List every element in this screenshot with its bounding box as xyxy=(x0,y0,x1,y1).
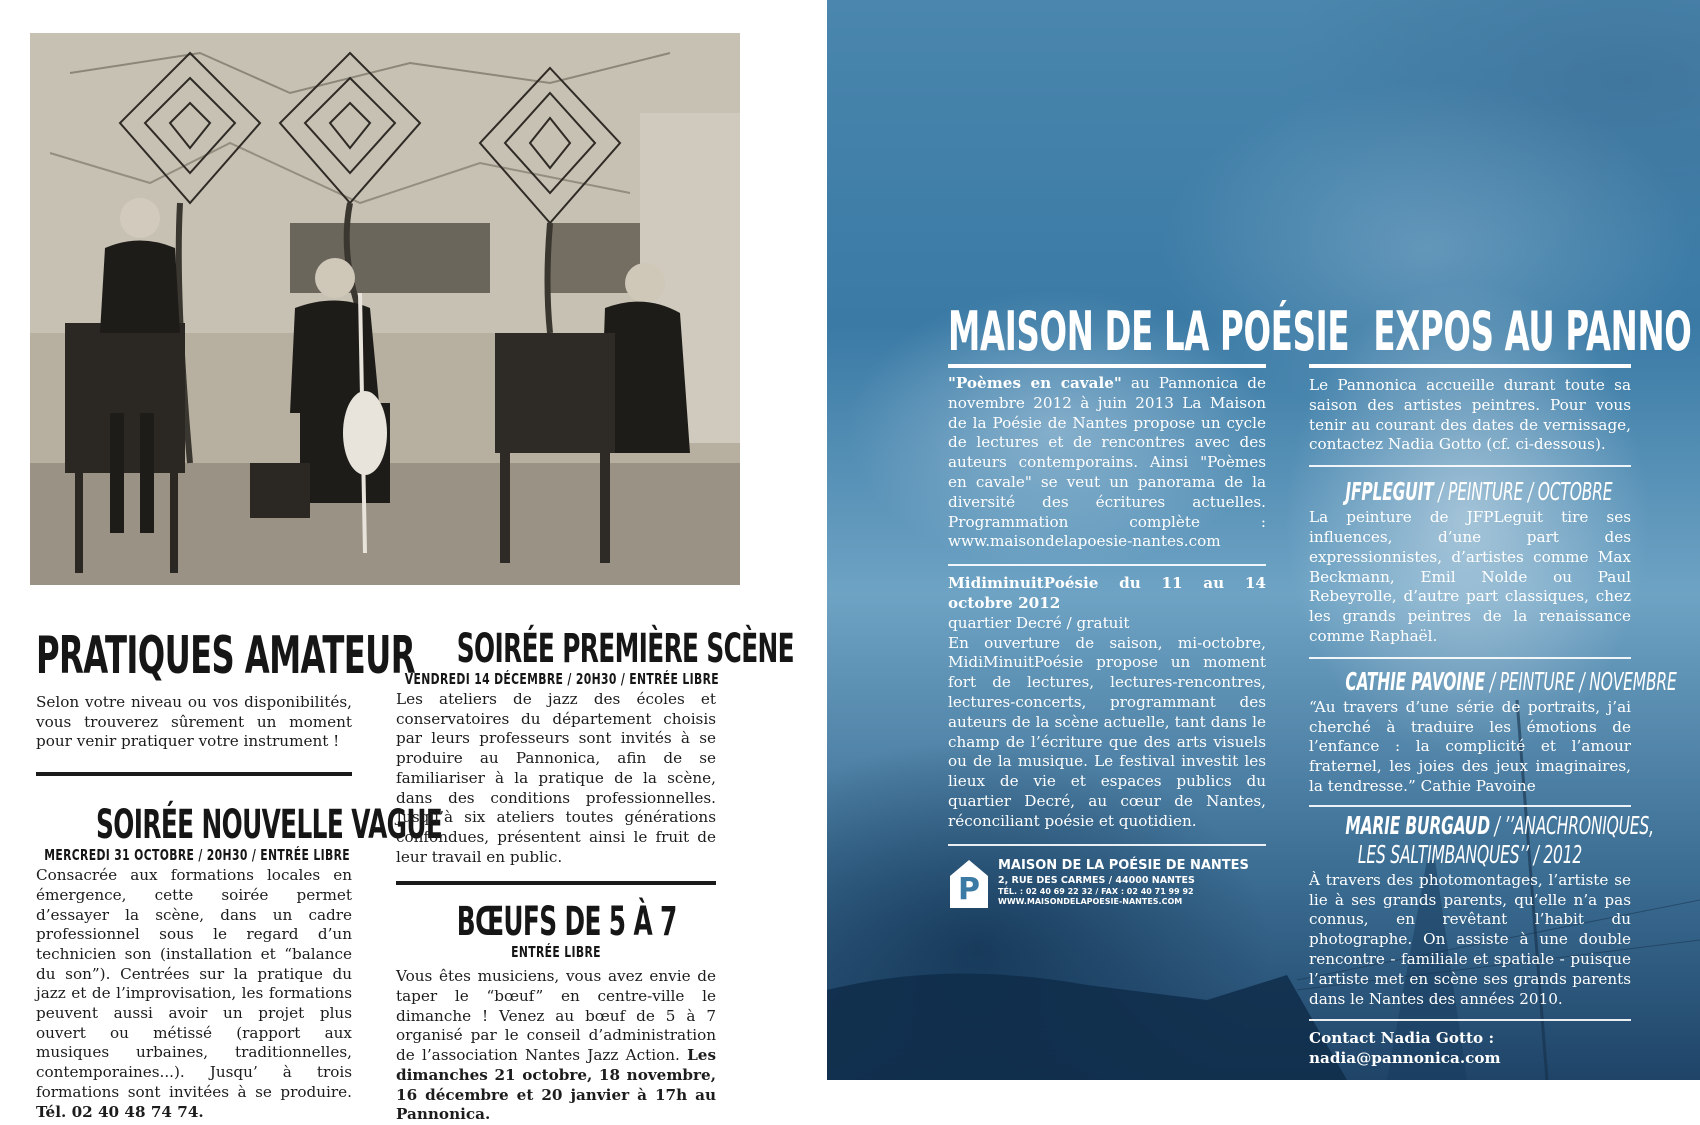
divider xyxy=(948,364,1266,368)
theremin-ensemble-illustration xyxy=(30,33,740,585)
divider xyxy=(1309,805,1631,807)
maison-logo-name: MAISON DE LA POÉSIE DE NANTES xyxy=(998,857,1249,873)
divider xyxy=(1309,364,1631,368)
jfp-heading xyxy=(1345,477,1613,507)
boeufs-dates: Les dimanches 21 octobre, 18 novembre, 16 décembre et 20 janvier à 17h au Pannonica. xyxy=(396,1046,717,1124)
boeufs-body: Vous êtes musiciens, vous avez envie de taper le “bœuf” en centre-ville le dimanche ! Venez au bœuf de 5 à 7 organisé par le conseil d’administration de l’association Nantes Jazz Action. xyxy=(396,967,716,1065)
marie-name: MARIE BURGAUD xyxy=(1345,810,1490,840)
cathie-text: “Au travers d’une série de portraits, j’ai cherché à traduire les émotions de l’enfance : la complicité et l’amour fraternel, les joies des jeux imaginaires, la tendresse.” Cathie Pavoine xyxy=(1309,697,1631,795)
left-page xyxy=(0,0,827,1124)
maison-title: MAISON DE LA POÉSIE xyxy=(948,300,1350,363)
marie-heading xyxy=(1345,810,1654,840)
column-expos xyxy=(1309,300,1692,1069)
maison-logo-letter: P xyxy=(958,871,980,907)
divider xyxy=(1309,1019,1631,1021)
maison-logo-tel: TÉL. : 02 40 69 22 32 / FAX : 02 40 71 99 92 xyxy=(998,886,1194,896)
premiere-scene-subtitle: VENDREDI 14 DÉCEMBRE / 20H30 / ENTRÉE LIBRE xyxy=(404,670,720,688)
maison-logo-icon xyxy=(948,858,990,910)
divider xyxy=(1309,465,1631,467)
premiere-scene-title: SOIRÉE PREMIÈRE SCÈNE xyxy=(456,626,795,672)
jfp-text: La peinture de JFPLeguit tire ses influences, d’une part des expressionnistes, d’artistes comme Max Beckmann, Emil Nolde ou Paul Rebeyrolle, d’autre part classiques, chez les grands peintres de la renaissance comme Raphaël. xyxy=(1309,508,1631,645)
nouvelle-vague-title: SOIRÉE NOUVELLE VAGUE xyxy=(96,802,443,849)
contact-block xyxy=(1309,1029,1631,1069)
maison-intro xyxy=(948,374,1266,552)
nouvelle-vague-body: Consacrée aux formations locales en émergence, cette soirée permet d’essayer la scène, dans un cadre professionnel sous le regard d’un technicien son (installation et “balance du son”). Centrées sur la pratique du jazz et de l’improvisation, les formations peuvent aussi avoir un projet plus ouvert ou métissé (rapport aux musiques urbaines, traditionnelles, contemporaines...). Jusqu’ à trois formations sont invitées à se produire. xyxy=(36,866,352,1101)
column-pratiques xyxy=(36,626,443,1122)
column-scene xyxy=(396,626,795,1125)
marie-text: À travers des photomontages, l’artiste se lie à ses grands parents, qu’elle n’a pas connus, en revêtant l’habit du photographe. On assiste à une double rencontre - familiale et spatiale - puisque l’artiste met en scène ses grands parents dans le Nantes des années 2010. xyxy=(1309,870,1631,1008)
boeufs-title: BŒUFS DE 5 À 7 xyxy=(456,899,677,946)
boeufs-text xyxy=(396,967,716,1125)
maison-intro-bold: "Poèmes en cavale" xyxy=(948,374,1122,392)
right-page xyxy=(827,0,1700,1080)
maison-logo-address: 2, RUE DES CARMES / 44000 NANTES xyxy=(998,874,1195,886)
boeufs-subtitle: ENTRÉE LIBRE xyxy=(511,943,601,962)
marie-rest-1: / ’’ANACHRONIQUES, xyxy=(1489,810,1654,840)
midi-text: En ouverture de saison, mi-octobre, MidiMinuitPoésie propose un moment fort de lectures, lectures-rencontres, lectures-concerts, programmant des auteurs de la scène actuelle, tant dans le champ de l’écriture que des arts visuels ou de la musique. Le festival investit les lieux de vie et espaces publics du quartier Decré, au cœur de Nantes, réconciliant poésie et quotidien. xyxy=(948,633,1266,830)
jfp-rest: / PEINTURE / OCTOBRE xyxy=(1433,477,1613,507)
jfp-name: JFPLEGUIT xyxy=(1345,477,1434,507)
maison-logo-text xyxy=(998,858,1249,910)
maison-intro-text: au Pannonica de novembre 2012 à juin 2013 La Maison de la Poésie de Nantes propose un cycle de lectures et de rencontres avec des auteurs contemporains. Ainsi "Poèmes en cavale" se veut un panorama de la diversité des écritures actuelles. Programmation complète : www.maisondelapoesie-nantes.com xyxy=(948,374,1266,551)
cathie-name: CATHIE PAVOINE xyxy=(1345,666,1486,696)
midi-title: MidiminuitPoésie du 11 au 14 octobre 2012 xyxy=(948,574,1266,612)
cathie-rest: / PEINTURE / NOVEMBRE xyxy=(1485,666,1677,696)
cathie-heading xyxy=(1345,666,1677,696)
expos-intro: Le Pannonica accueille durant toute sa saison des artistes peintres. Pour vous tenir au courant des dates de vernissage, contactez Nadia Gotto (cf. ci-dessous). xyxy=(1309,376,1631,454)
nouvelle-vague-subtitle: MERCREDI 31 OCTOBRE / 20H30 / ENTRÉE LIBRE xyxy=(44,846,351,865)
column-maison-poesie xyxy=(948,300,1350,910)
divider xyxy=(948,564,1266,566)
contact-label: Contact Nadia Gotto : xyxy=(1309,1029,1495,1048)
archive-photo-musicians xyxy=(30,33,740,585)
midi-place: quartier Decré / gratuit xyxy=(948,613,1130,632)
marie-heading-2: LES SALTIMBANQUES’’ / 2012 xyxy=(1357,839,1583,869)
nouvelle-vague-text xyxy=(36,866,352,1122)
pratiques-title: PRATIQUES AMATEUR xyxy=(36,626,415,686)
midi-section xyxy=(948,574,1266,831)
expos-title: EXPOS AU PANNO xyxy=(1373,300,1692,363)
divider xyxy=(948,844,1266,846)
maison-logo-block xyxy=(948,858,1266,910)
nouvelle-vague-tel: Tél. 02 40 48 74 74. xyxy=(36,1102,204,1121)
premiere-scene-text: Les ateliers de jazz des écoles et conservatoires du département choisis par leurs professeurs sont invités à se produire au Pannonica, afin de se familiariser à la pratique de la scène, dans des conditions professionnelles. Jusqu’à six ateliers toutes générations confondues, présentent ainsi le fruit de leur travail en public. xyxy=(396,690,716,866)
contact-email[interactable]: nadia@pannonica.com xyxy=(1309,1049,1501,1068)
maison-logo-web: WWW.MAISONDELAPOESIE-NANTES.COM xyxy=(998,896,1183,906)
pratiques-text: Selon votre niveau ou vos disponibilités, vous trouverez sûrement un moment pour venir pratiquer votre instrument ! xyxy=(36,693,352,751)
divider xyxy=(1309,657,1631,659)
